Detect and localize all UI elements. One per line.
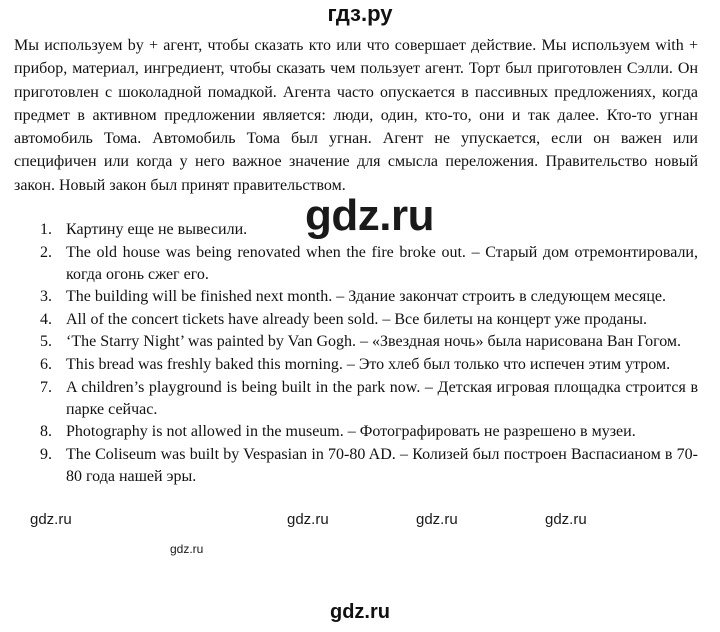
- item-number: 2.: [40, 243, 52, 261]
- item-number: 7.: [40, 378, 52, 396]
- list-item-8: [0, 421, 698, 443]
- site-footer-logo: gdz.ru: [330, 601, 390, 623]
- item-text: Картину еще не вывесили.: [66, 221, 248, 238]
- item-number: 4.: [40, 310, 52, 328]
- item-text: The building will be finished next month. – Здание закончат строить в следующем месяце.: [66, 288, 667, 306]
- item-number: 9.: [40, 445, 52, 463]
- item-number: 5.: [40, 333, 52, 351]
- list-item-3: [0, 286, 698, 308]
- item-text: ‘The Starry Night’ was painted by Van Gogh. – «Звездная ночь» была нарисована Ван Гогом.: [66, 333, 682, 351]
- item-number: 8.: [40, 423, 52, 441]
- item-number: 1.: [40, 221, 52, 238]
- item-number: 3.: [40, 288, 52, 306]
- watermark-small: gdz.ru: [545, 511, 587, 528]
- watermark-small: gdz.ru: [416, 511, 458, 528]
- watermark-main: gdz.ru: [305, 191, 434, 240]
- exercise-answer-list: [0, 219, 720, 488]
- watermark-tiny: gdz.ru: [170, 542, 204, 556]
- item-number: 6.: [40, 355, 52, 373]
- item-text: This bread was freshly baked this morning. – Это хлеб был только что испечен этим утром.: [66, 355, 671, 373]
- list-item-5: [0, 331, 698, 353]
- item-text: Photography is not allowed in the museum. – Фотографировать не разрешено в музеи.: [66, 423, 636, 441]
- intro-paragraph: Мы используем by + агент, чтобы сказать кто или что совершает действие. Мы используем with + прибор, материал, ингредиент, чтобы сказать чем пользует агент. Торт был приготовлен Сэлли. Он приготовлен с шоколадной помадкой. Агента часто опускается в пассивных предложениях, когда предмет в активном предложении является: люди, один, кто-то, они и так далее. Кто-то угнан автомобиль Тома. Автомобиль Тома был угнан. Агент не упускается, если он важен или специфичен или когда у него важное значение для смысла переложения. Правительство новый закон. Новый закон был принят правительством.: [14, 37, 698, 194]
- watermark-small: gdz.ru: [287, 511, 329, 528]
- list-item-2: [0, 242, 698, 286]
- list-item-7: [0, 377, 698, 421]
- list-item-6: [0, 354, 698, 376]
- item-text: All of the concert tickets have already been sold. – Все билеты на концерт уже проданы.: [66, 310, 647, 328]
- list-item-4: [0, 309, 698, 331]
- item-text: A children’s playground is being built in the park now. – Детская игровая площадка строится в парке сейчас.: [66, 378, 698, 418]
- item-text: The old house was being renovated when the fire broke out. – Старый дом отремонтировали, когда огонь сжег его.: [66, 243, 698, 283]
- item-text: The Coliseum was built by Vespasian in 70-80 AD. – Колизей был построен Васпасианом в 70-80 года нашей эры.: [66, 445, 698, 485]
- watermark-small: gdz.ru: [30, 511, 72, 528]
- list-item-9: [0, 444, 698, 488]
- site-header-logo: гдз.ру: [327, 1, 393, 26]
